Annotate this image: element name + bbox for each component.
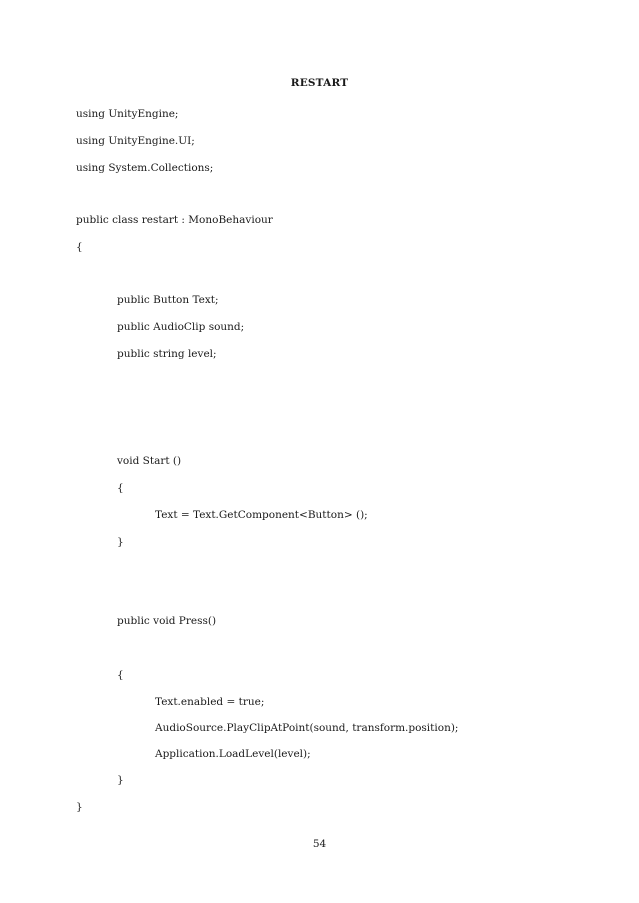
page-number: 54: [312, 838, 327, 850]
code-line: }: [117, 774, 124, 786]
code-line: public Button Text;: [117, 294, 219, 306]
code-line: public class restart : MonoBehaviour: [76, 214, 273, 226]
code-line: public AudioClip sound;: [117, 321, 245, 333]
code-line: using UnityEngine;: [76, 108, 179, 120]
code-line: public string level;: [117, 348, 217, 360]
code-line: }: [117, 536, 124, 548]
code-line: AudioSource.PlayClipAtPoint(sound, transform.position);: [155, 722, 459, 734]
code-line: void Start (): [117, 455, 182, 467]
code-line: Text = Text.GetComponent<Button> ();: [155, 509, 368, 521]
code-line: {: [117, 669, 124, 681]
code-line: {: [117, 482, 124, 494]
code-line: using System.Collections;: [76, 162, 214, 174]
code-line: using UnityEngine.UI;: [76, 135, 195, 147]
code-line: Text.enabled = true;: [155, 696, 265, 708]
section-title: RESTART: [290, 77, 349, 89]
code-line: Application.LoadLevel(level);: [155, 748, 311, 760]
code-line: }: [76, 801, 83, 813]
code-line: public void Press(): [117, 615, 217, 627]
code-line: {: [76, 241, 83, 253]
